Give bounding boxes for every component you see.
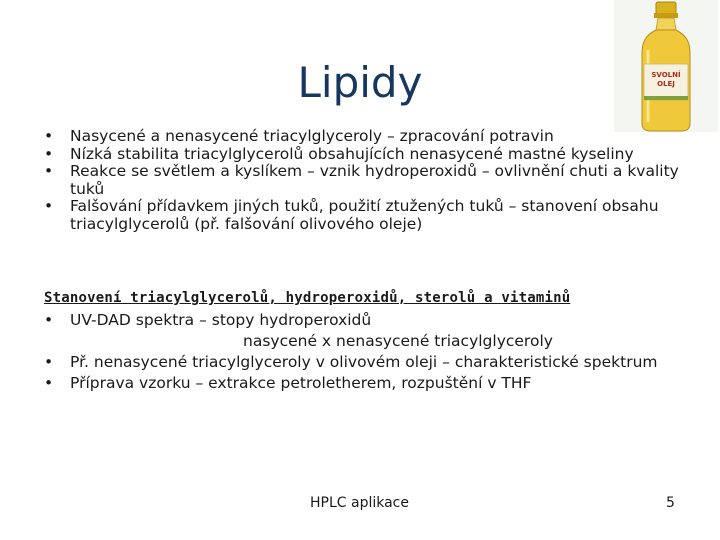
bullet-item: • Falšování přídavkem jiných tuků, použití ztužených tuků – stanovení obsahu triacylglycerolů (př. falšování olivového oleje) [44, 198, 714, 233]
methods-item: • Př. nenasycené triacylglyceroly v olivovém oleji – charakteristické spektrum [44, 353, 714, 371]
section-heading: Stanovení triacylglycerolů, hydroperoxidů, sterolů a vitaminů [44, 290, 571, 306]
methods-item-continuation: nasycené x nenasycené triacylglyceroly [243, 331, 553, 350]
bullet-item: • Nízká stabilita triacylglycerolů obsahujících nenasycené mastné kyseliny [44, 146, 714, 164]
page-number: 5 [666, 495, 675, 511]
bullet-item: • Nasycené a nenasycené triacylglyceroly – zpracování potravin [44, 128, 714, 146]
bullet-item: • Reakce se světlem a kyslíkem – vznik hydroperoxidů – ovlivnění chuti a kvality tuků [44, 163, 714, 198]
methods-section [44, 290, 714, 392]
bottle-label-line1: SVOLNÍ [651, 71, 681, 79]
methods-list [44, 311, 714, 392]
footer-text: HPLC aplikace [310, 495, 409, 511]
slide-title: Lipidy [297, 58, 423, 107]
bottle-label-line2: OLEJ [657, 80, 675, 88]
bullet-list [44, 128, 714, 233]
methods-item: • UV-DAD spektra – stopy hydroperoxidů [44, 311, 714, 329]
methods-item: • Příprava vzorku – extrakce petroletherem, rozpuštění v THF [44, 374, 714, 392]
oil-bottle-image [614, 0, 718, 132]
